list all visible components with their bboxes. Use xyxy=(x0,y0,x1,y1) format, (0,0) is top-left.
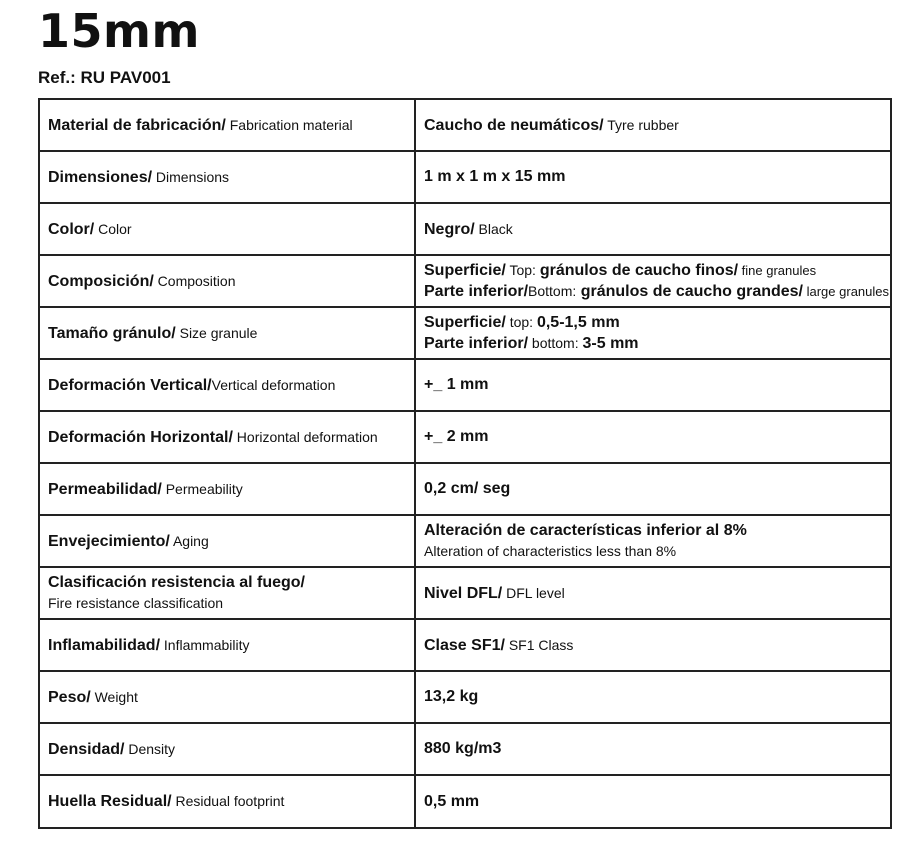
value-part: bottom: xyxy=(528,335,583,351)
row-value xyxy=(415,203,891,255)
row-label xyxy=(39,307,415,359)
label-es: Peso/ xyxy=(48,688,91,706)
row-value xyxy=(415,99,891,151)
value-en: Tyre rubber xyxy=(603,116,679,133)
row-value xyxy=(415,515,891,567)
value: +_ 2 mm xyxy=(424,428,489,445)
value: 0,2 cm/ seg xyxy=(424,480,511,497)
value-part: fine granules xyxy=(738,263,817,278)
label-es: Tamaño gránulo/ xyxy=(48,324,176,342)
value-part: top: xyxy=(505,314,537,330)
label-en: Inflammability xyxy=(160,636,250,653)
label-en: Density xyxy=(124,740,176,757)
row-value xyxy=(415,619,891,671)
label-es: Densidad/ xyxy=(48,740,125,758)
row-label xyxy=(39,723,415,775)
row-label xyxy=(39,99,415,151)
value-part: Bottom: xyxy=(528,283,577,299)
value-en: Black xyxy=(474,220,513,237)
label-en: Weight xyxy=(90,688,138,705)
value-part: 0,5-1,5 mm xyxy=(536,314,620,331)
table-row xyxy=(39,723,891,775)
row-label xyxy=(39,463,415,515)
value: 0,5 mm xyxy=(424,792,480,810)
row-label xyxy=(39,619,415,671)
value-en: DFL level xyxy=(502,584,565,601)
value-part: gránulos de caucho grandes/ xyxy=(576,283,803,300)
row-label xyxy=(39,255,415,307)
row-value xyxy=(415,359,891,411)
label-es: Huella Residual/ xyxy=(48,793,172,810)
value-line xyxy=(424,281,889,302)
value-es: Alteración de características inferior al 8% xyxy=(424,522,747,539)
value-part: 3-5 mm xyxy=(582,335,639,352)
label-en: Residual footprint xyxy=(171,793,285,809)
value-es: Nivel DFL/ xyxy=(424,584,503,602)
label-es: Clasificación resistencia al fuego/ xyxy=(48,574,305,591)
label-en: Fire resistance classification xyxy=(48,595,224,611)
label-es: Deformación Vertical/ xyxy=(48,376,212,394)
label-es: Envejecimiento/ xyxy=(48,532,170,550)
table-row xyxy=(39,671,891,723)
table-row xyxy=(39,203,891,255)
value-part: large granules xyxy=(803,284,889,299)
page-title: 15mm xyxy=(38,4,200,58)
value-es: Clase SF1/ xyxy=(424,636,505,654)
value-part: Superficie/ xyxy=(424,314,506,331)
table-row xyxy=(39,151,891,203)
label-es: Color/ xyxy=(48,220,95,238)
value-part: Top: xyxy=(505,262,540,278)
value: 13,2 kg xyxy=(424,688,479,705)
value-line xyxy=(424,312,882,333)
value-part: Parte inferior/ xyxy=(424,335,529,352)
table-row xyxy=(39,515,891,567)
row-label xyxy=(39,411,415,463)
row-value xyxy=(415,307,891,359)
table-row xyxy=(39,775,891,828)
value-es: Negro/ xyxy=(424,220,475,238)
row-value xyxy=(415,255,891,307)
label-es: Inflamabilidad/ xyxy=(48,636,161,654)
row-label xyxy=(39,671,415,723)
row-value xyxy=(415,671,891,723)
row-label xyxy=(39,775,415,828)
table-row xyxy=(39,255,891,307)
label-es: Permeabilidad/ xyxy=(48,480,162,498)
table-row xyxy=(39,463,891,515)
table-row xyxy=(39,359,891,411)
label-en: Vertical deformation xyxy=(211,376,336,393)
value: 880 kg/m3 xyxy=(424,740,502,757)
row-value xyxy=(415,463,891,515)
specifications-table xyxy=(38,98,892,829)
row-value xyxy=(415,567,891,619)
row-value xyxy=(415,151,891,203)
row-value xyxy=(415,723,891,775)
row-label xyxy=(39,203,415,255)
table-row xyxy=(39,411,891,463)
label-es: Material de fabricación/ xyxy=(48,116,226,134)
value-part: Superficie/ xyxy=(424,262,506,279)
value-es: Caucho de neumáticos/ xyxy=(424,116,604,134)
row-label xyxy=(39,359,415,411)
label-es: Dimensiones/ xyxy=(48,168,153,186)
value: 1 m x 1 m x 15 mm xyxy=(424,168,566,185)
table-row xyxy=(39,99,891,151)
label-en: Dimensions xyxy=(152,168,230,185)
label-en: Fabrication material xyxy=(225,116,353,133)
reference-code: Ref.: RU PAV001 xyxy=(38,68,171,87)
label-en: Color xyxy=(94,220,132,237)
label-es: Composición/ xyxy=(48,272,154,290)
row-value xyxy=(415,775,891,828)
label-en: Horizontal deformation xyxy=(232,428,378,445)
label-en: Aging xyxy=(169,532,209,549)
label-en: Size granule xyxy=(175,324,258,341)
table-row xyxy=(39,307,891,359)
table-row xyxy=(39,619,891,671)
label-es: Deformación Horizontal/ xyxy=(48,428,233,446)
row-label xyxy=(39,151,415,203)
value-part: gránulos de caucho finos/ xyxy=(539,262,739,279)
value-line xyxy=(424,260,882,281)
row-value xyxy=(415,411,891,463)
value-en: SF1 Class xyxy=(504,636,574,653)
value-part: Parte inferior/ xyxy=(424,283,529,300)
row-label xyxy=(39,567,415,619)
label-en: Composition xyxy=(153,272,236,289)
table-row xyxy=(39,567,891,619)
value-line xyxy=(424,333,882,354)
value: +_ 1 mm xyxy=(424,376,489,393)
row-label xyxy=(39,515,415,567)
label-en: Permeability xyxy=(161,480,243,497)
value-en: Alteration of characteristics less than 8% xyxy=(424,543,677,559)
